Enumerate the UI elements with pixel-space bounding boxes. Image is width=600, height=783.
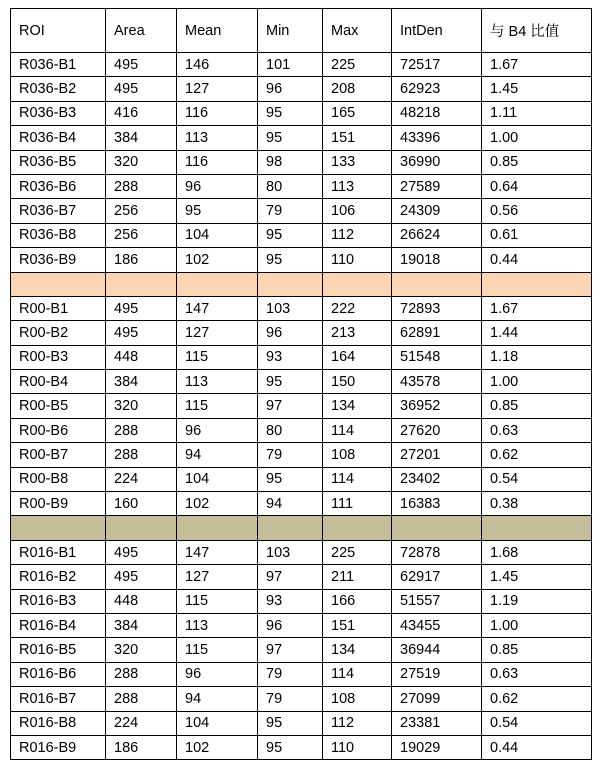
max-cell: 111 (323, 492, 392, 516)
min-cell: 95 (258, 223, 323, 247)
area-cell: 256 (106, 199, 177, 223)
max-cell: 112 (323, 223, 392, 247)
table-row (11, 53, 592, 77)
max-cell: 113 (323, 174, 392, 198)
group-separator-row (11, 272, 592, 296)
min-cell: 93 (258, 589, 323, 613)
table-row (11, 174, 592, 198)
intden-cell: 43455 (392, 613, 482, 637)
area-cell: 495 (106, 540, 177, 564)
mean-cell: 147 (177, 296, 258, 320)
table-row (11, 735, 592, 759)
intden-cell: 27519 (392, 662, 482, 686)
min-cell: 97 (258, 394, 323, 418)
separator-cell (258, 516, 323, 540)
ratio-cell: 0.85 (482, 638, 592, 662)
table-row (11, 540, 592, 564)
area-cell: 448 (106, 589, 177, 613)
max-cell: 222 (323, 296, 392, 320)
separator-cell (482, 272, 592, 296)
ratio-cell: 1.00 (482, 126, 592, 150)
table-row (11, 565, 592, 589)
separator-cell (392, 516, 482, 540)
min-cell: 79 (258, 662, 323, 686)
roi-cell: R036-B8 (11, 223, 106, 247)
mean-cell: 146 (177, 53, 258, 77)
intden-cell: 19018 (392, 248, 482, 272)
area-cell: 288 (106, 418, 177, 442)
mean-cell: 102 (177, 492, 258, 516)
ratio-cell: 0.44 (482, 735, 592, 759)
table-row (11, 492, 592, 516)
mean-cell: 102 (177, 248, 258, 272)
ratio-cell: 0.85 (482, 394, 592, 418)
min-cell: 93 (258, 345, 323, 369)
intden-cell: 72893 (392, 296, 482, 320)
table-row (11, 77, 592, 101)
min-cell: 95 (258, 735, 323, 759)
max-cell: 213 (323, 321, 392, 345)
area-cell: 186 (106, 735, 177, 759)
roi-cell: R00-B4 (11, 370, 106, 394)
roi-cell: R036-B4 (11, 126, 106, 150)
min-cell: 98 (258, 150, 323, 174)
roi-cell: R036-B5 (11, 150, 106, 174)
min-cell: 79 (258, 199, 323, 223)
min-cell: 95 (258, 467, 323, 491)
mean-cell: 115 (177, 394, 258, 418)
separator-cell (482, 516, 592, 540)
ratio-cell: 1.45 (482, 565, 592, 589)
separator-cell (258, 272, 323, 296)
ratio-cell: 1.44 (482, 321, 592, 345)
table-row (11, 370, 592, 394)
table-row (11, 223, 592, 247)
min-cell: 95 (258, 370, 323, 394)
roi-cell: R036-B9 (11, 248, 106, 272)
table-header (11, 9, 592, 53)
intden-cell: 72878 (392, 540, 482, 564)
ratio-cell: 1.45 (482, 77, 592, 101)
column-header-intden: IntDen (392, 9, 482, 53)
mean-cell: 95 (177, 199, 258, 223)
separator-cell (11, 272, 106, 296)
ratio-cell: 0.64 (482, 174, 592, 198)
table-row (11, 467, 592, 491)
area-cell: 288 (106, 443, 177, 467)
roi-cell: R016-B8 (11, 711, 106, 735)
mean-cell: 115 (177, 345, 258, 369)
area-cell: 495 (106, 565, 177, 589)
max-cell: 110 (323, 248, 392, 272)
mean-cell: 104 (177, 711, 258, 735)
min-cell: 95 (258, 248, 323, 272)
table-body (11, 53, 592, 760)
table-row (11, 711, 592, 735)
table-row (11, 589, 592, 613)
table-row (11, 638, 592, 662)
table-row (11, 443, 592, 467)
roi-cell: R00-B7 (11, 443, 106, 467)
area-cell: 495 (106, 321, 177, 345)
min-cell: 97 (258, 638, 323, 662)
min-cell: 96 (258, 613, 323, 637)
roi-cell: R016-B6 (11, 662, 106, 686)
min-cell: 79 (258, 687, 323, 711)
intden-cell: 36952 (392, 394, 482, 418)
min-cell: 95 (258, 126, 323, 150)
ratio-cell: 0.62 (482, 443, 592, 467)
separator-cell (177, 272, 258, 296)
max-cell: 165 (323, 101, 392, 125)
mean-cell: 116 (177, 101, 258, 125)
roi-cell: R016-B2 (11, 565, 106, 589)
roi-cell: R00-B6 (11, 418, 106, 442)
separator-cell (323, 516, 392, 540)
ratio-cell: 0.54 (482, 711, 592, 735)
intden-cell: 43578 (392, 370, 482, 394)
separator-cell (177, 516, 258, 540)
intden-cell: 16383 (392, 492, 482, 516)
group-separator-row (11, 516, 592, 540)
min-cell: 103 (258, 540, 323, 564)
ratio-cell: 0.56 (482, 199, 592, 223)
area-cell: 160 (106, 492, 177, 516)
max-cell: 106 (323, 199, 392, 223)
area-cell: 288 (106, 174, 177, 198)
mean-cell: 104 (177, 467, 258, 491)
mean-cell: 96 (177, 418, 258, 442)
mean-cell: 96 (177, 174, 258, 198)
intden-cell: 51548 (392, 345, 482, 369)
ratio-cell: 1.00 (482, 613, 592, 637)
roi-cell: R00-B2 (11, 321, 106, 345)
table-row (11, 126, 592, 150)
intden-cell: 36944 (392, 638, 482, 662)
area-cell: 320 (106, 394, 177, 418)
area-cell: 384 (106, 126, 177, 150)
roi-cell: R00-B9 (11, 492, 106, 516)
roi-cell: R00-B8 (11, 467, 106, 491)
roi-cell: R036-B3 (11, 101, 106, 125)
roi-cell: R036-B7 (11, 199, 106, 223)
intden-cell: 62923 (392, 77, 482, 101)
max-cell: 166 (323, 589, 392, 613)
table-row (11, 296, 592, 320)
min-cell: 95 (258, 711, 323, 735)
mean-cell: 113 (177, 613, 258, 637)
intden-cell: 27099 (392, 687, 482, 711)
table-row (11, 321, 592, 345)
area-cell: 224 (106, 711, 177, 735)
max-cell: 134 (323, 638, 392, 662)
roi-cell: R016-B3 (11, 589, 106, 613)
max-cell: 114 (323, 662, 392, 686)
roi-cell: R016-B5 (11, 638, 106, 662)
ratio-cell: 1.67 (482, 296, 592, 320)
max-cell: 225 (323, 53, 392, 77)
roi-cell: R016-B9 (11, 735, 106, 759)
header-row (11, 9, 592, 53)
mean-cell: 104 (177, 223, 258, 247)
intden-cell: 23402 (392, 467, 482, 491)
min-cell: 97 (258, 565, 323, 589)
min-cell: 96 (258, 321, 323, 345)
area-cell: 495 (106, 296, 177, 320)
table-row (11, 199, 592, 223)
area-cell: 288 (106, 687, 177, 711)
mean-cell: 96 (177, 662, 258, 686)
area-cell: 186 (106, 248, 177, 272)
intden-cell: 27620 (392, 418, 482, 442)
roi-cell: R00-B1 (11, 296, 106, 320)
min-cell: 95 (258, 101, 323, 125)
table-row (11, 613, 592, 637)
roi-cell: R036-B1 (11, 53, 106, 77)
roi-cell: R016-B7 (11, 687, 106, 711)
max-cell: 151 (323, 126, 392, 150)
separator-cell (392, 272, 482, 296)
separator-cell (106, 516, 177, 540)
mean-cell: 113 (177, 126, 258, 150)
min-cell: 94 (258, 492, 323, 516)
ratio-cell: 1.19 (482, 589, 592, 613)
intden-cell: 24309 (392, 199, 482, 223)
max-cell: 134 (323, 394, 392, 418)
area-cell: 320 (106, 638, 177, 662)
mean-cell: 147 (177, 540, 258, 564)
mean-cell: 102 (177, 735, 258, 759)
intden-cell: 26624 (392, 223, 482, 247)
min-cell: 101 (258, 53, 323, 77)
intden-cell: 62917 (392, 565, 482, 589)
intden-cell: 27201 (392, 443, 482, 467)
separator-cell (11, 516, 106, 540)
separator-cell (323, 272, 392, 296)
area-cell: 224 (106, 467, 177, 491)
intden-cell: 19029 (392, 735, 482, 759)
intden-cell: 23381 (392, 711, 482, 735)
column-header-ratio-to-b4: 与 B4 比值 (482, 9, 592, 53)
mean-cell: 115 (177, 589, 258, 613)
ratio-cell: 1.00 (482, 370, 592, 394)
max-cell: 110 (323, 735, 392, 759)
ratio-cell: 0.54 (482, 467, 592, 491)
ratio-cell: 0.85 (482, 150, 592, 174)
max-cell: 108 (323, 443, 392, 467)
area-cell: 320 (106, 150, 177, 174)
area-cell: 256 (106, 223, 177, 247)
table-row (11, 394, 592, 418)
roi-cell: R036-B6 (11, 174, 106, 198)
ratio-cell: 1.68 (482, 540, 592, 564)
intden-cell: 27589 (392, 174, 482, 198)
roi-cell: R00-B3 (11, 345, 106, 369)
column-header-min: Min (258, 9, 323, 53)
max-cell: 151 (323, 613, 392, 637)
area-cell: 416 (106, 101, 177, 125)
max-cell: 225 (323, 540, 392, 564)
intden-cell: 51557 (392, 589, 482, 613)
max-cell: 208 (323, 77, 392, 101)
column-header-roi: ROI (11, 9, 106, 53)
mean-cell: 94 (177, 443, 258, 467)
area-cell: 384 (106, 613, 177, 637)
roi-cell: R00-B5 (11, 394, 106, 418)
max-cell: 112 (323, 711, 392, 735)
min-cell: 96 (258, 77, 323, 101)
mean-cell: 94 (177, 687, 258, 711)
area-cell: 288 (106, 662, 177, 686)
area-cell: 495 (106, 53, 177, 77)
area-cell: 384 (106, 370, 177, 394)
mean-cell: 127 (177, 77, 258, 101)
column-header-mean: Mean (177, 9, 258, 53)
ratio-cell: 0.62 (482, 687, 592, 711)
max-cell: 114 (323, 467, 392, 491)
roi-cell: R016-B4 (11, 613, 106, 637)
table-row (11, 662, 592, 686)
min-cell: 79 (258, 443, 323, 467)
separator-cell (106, 272, 177, 296)
area-cell: 495 (106, 77, 177, 101)
column-header-area: Area (106, 9, 177, 53)
ratio-cell: 0.61 (482, 223, 592, 247)
ratio-cell: 1.18 (482, 345, 592, 369)
table-row (11, 101, 592, 125)
roi-measurement-table (10, 8, 592, 760)
max-cell: 150 (323, 370, 392, 394)
mean-cell: 127 (177, 565, 258, 589)
roi-cell: R016-B1 (11, 540, 106, 564)
table-row (11, 248, 592, 272)
intden-cell: 62891 (392, 321, 482, 345)
mean-cell: 115 (177, 638, 258, 662)
ratio-cell: 1.11 (482, 101, 592, 125)
min-cell: 103 (258, 296, 323, 320)
max-cell: 211 (323, 565, 392, 589)
table-row (11, 345, 592, 369)
min-cell: 80 (258, 418, 323, 442)
intden-cell: 43396 (392, 126, 482, 150)
area-cell: 448 (106, 345, 177, 369)
mean-cell: 116 (177, 150, 258, 174)
min-cell: 80 (258, 174, 323, 198)
max-cell: 133 (323, 150, 392, 174)
roi-table-container (10, 8, 592, 760)
intden-cell: 36990 (392, 150, 482, 174)
max-cell: 114 (323, 418, 392, 442)
ratio-cell: 0.44 (482, 248, 592, 272)
ratio-cell: 0.38 (482, 492, 592, 516)
max-cell: 108 (323, 687, 392, 711)
roi-cell: R036-B2 (11, 77, 106, 101)
table-row (11, 687, 592, 711)
ratio-cell: 0.63 (482, 418, 592, 442)
column-header-max: Max (323, 9, 392, 53)
intden-cell: 48218 (392, 101, 482, 125)
intden-cell: 72517 (392, 53, 482, 77)
table-row (11, 150, 592, 174)
max-cell: 164 (323, 345, 392, 369)
mean-cell: 127 (177, 321, 258, 345)
table-row (11, 418, 592, 442)
ratio-cell: 0.63 (482, 662, 592, 686)
mean-cell: 113 (177, 370, 258, 394)
ratio-cell: 1.67 (482, 53, 592, 77)
